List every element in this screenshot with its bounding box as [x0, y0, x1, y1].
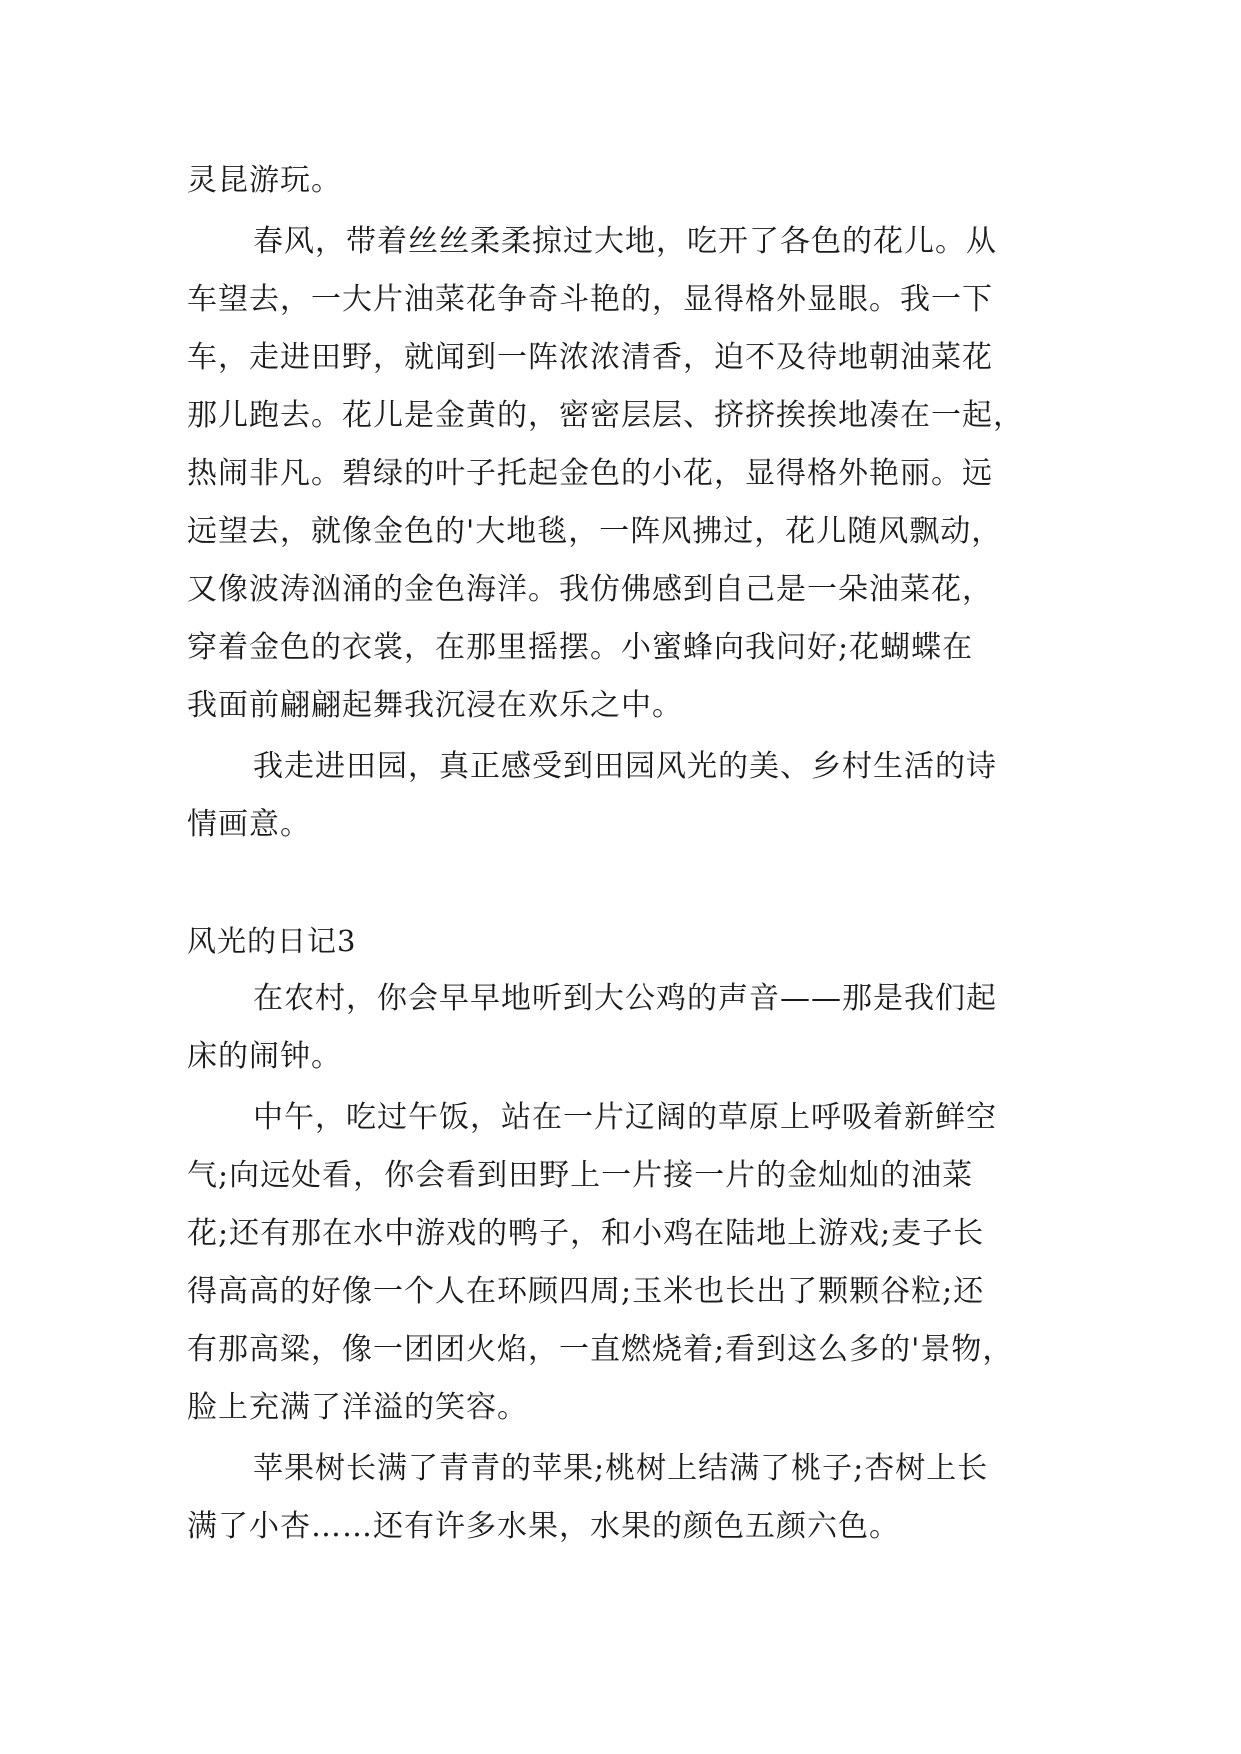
text-line: 苹果树长满了青青的苹果;桃树上结满了桃子;杏树上长 [253, 1451, 989, 1486]
text-line: 热闹非凡。碧绿的叶子托起金色的小花，显得格外艳丽。远 [187, 456, 993, 491]
text-line: 我走进田园，真正感受到田园风光的美、乡村生活的诗 [253, 749, 997, 784]
text-line: 春风，带着丝丝柔柔掠过大地，吃开了各色的花儿。从 [253, 224, 997, 259]
text-line: 又像波涛汹涌的金色海洋。我仿佛感到自己是一朵油菜花， [187, 572, 993, 607]
text-line: 车，走进田野，就闻到一阵浓浓清香，迫不及待地朝油菜花 [187, 340, 993, 375]
paragraph-spring [187, 213, 1057, 735]
paragraph-garden [187, 738, 1057, 854]
section-heading: 风光的日记3 [187, 924, 357, 958]
text-line: 我面前翩翩起舞我沉浸在欢乐之中。 [187, 688, 683, 723]
text-line: 床的闹钟。 [187, 1039, 342, 1074]
text-line: 中午，吃过午饭，站在一片辽阔的草原上呼吸着新鲜空 [253, 1100, 997, 1135]
text-line: 得高高的好像一个人在环顾四周;玉米也长出了颗颗谷粒;还 [187, 1274, 985, 1309]
text-line: 花;还有那在水中游戏的鸭子，和小鸡在陆地上游戏;麦子长 [187, 1216, 985, 1251]
text-line: 有那高粱，像一团团火焰，一直燃烧着;看到这么多的'景物， [187, 1332, 1014, 1367]
text-line: 满了小杏……还有许多水果，水果的颜色五颜六色。 [187, 1509, 900, 1544]
text-line: 情画意。 [187, 807, 311, 842]
paragraph-village [187, 970, 1057, 1086]
text-line: 那儿跑去。花儿是金黄的，密密层层、挤挤挨挨地凑在一起， [187, 398, 1024, 433]
document-page [187, 152, 1057, 1556]
text-line: 在农村，你会早早地听到大公鸡的声音——那是我们起 [253, 981, 997, 1016]
text-line: 穿着金色的衣裳，在那里摇摆。小蜜蜂向我问好;花蝴蝶在 [187, 630, 974, 665]
text-line: 远望去，就像金色的'大地毯，一阵风拂过，花儿随风飘动， [187, 514, 1003, 549]
text-line: 脸上充满了洋溢的笑容。 [187, 1390, 528, 1425]
text-line: 灵昆游玩。 [187, 163, 342, 198]
paragraph-fruit [187, 1440, 1057, 1556]
paragraph-noon [187, 1089, 1057, 1437]
text-line: 车望去，一大片油菜花争奇斗艳的，显得格外显眼。我一下 [187, 282, 993, 317]
text-line: 气;向远处看，你会看到田野上一片接一片的金灿灿的油菜 [187, 1158, 974, 1193]
